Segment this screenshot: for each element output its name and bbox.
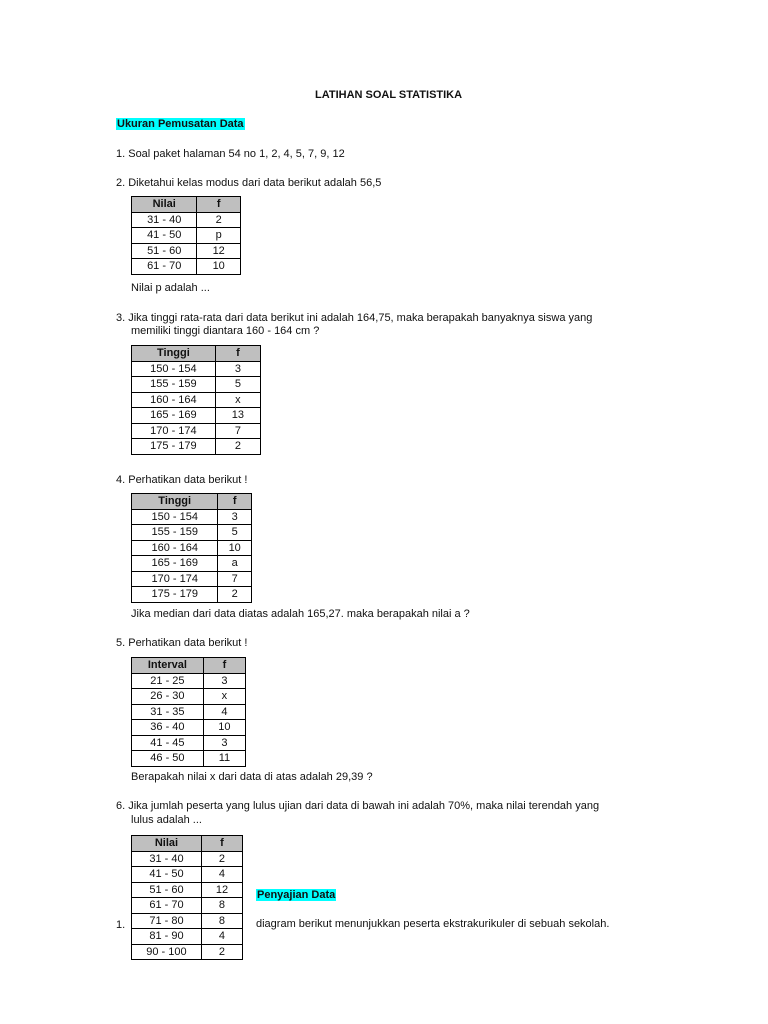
question-4-prompt: Jika median dari data diatas adalah 165,27. maka berapakah nilai a ? [131, 608, 470, 620]
table-header-row [132, 346, 261, 362]
question-1: 1. Soal paket halaman 54 no 1, 2, 4, 5, 7, 9, 12 [116, 148, 345, 160]
table-row [132, 851, 243, 867]
table-row [132, 882, 243, 898]
page-title: LATIHAN SOAL STATISTIKA [315, 89, 463, 101]
question-4: 4. Perhatikan data berikut ! [116, 474, 248, 486]
column-header: Nilai [132, 197, 197, 213]
table-row [132, 243, 241, 259]
table-cell: 155 - 159 [132, 377, 216, 393]
table-row [132, 689, 246, 705]
table-cell: p [197, 228, 241, 244]
table-row [132, 720, 246, 736]
table-cell: 90 - 100 [132, 944, 202, 960]
table-row [132, 673, 246, 689]
table-row [132, 556, 252, 572]
table-row [132, 212, 241, 228]
table-row [132, 439, 261, 455]
table-row [132, 571, 252, 587]
column-header: Nilai [132, 836, 202, 852]
column-header: f [203, 658, 245, 674]
table-cell: 160 - 164 [132, 540, 218, 556]
presentation-question-1: diagram berikut menunjukkan peserta ekstrakurikuler di sebuah sekolah. [256, 918, 610, 930]
presentation-question-number: 1. [116, 919, 126, 931]
table-cell: 5 [218, 525, 252, 541]
table-row [132, 751, 246, 767]
table-row [132, 392, 261, 408]
table-cell: 3 [218, 509, 252, 525]
table-cell: 31 - 35 [132, 704, 204, 720]
table-row [132, 259, 241, 275]
table-cell: 31 - 40 [132, 851, 202, 867]
table-cell: 51 - 60 [132, 243, 197, 259]
table-row [132, 423, 261, 439]
table-cell: 71 - 80 [132, 913, 202, 929]
table-q3 [131, 345, 261, 455]
table-q6 [131, 835, 243, 960]
table-cell: 3 [203, 735, 245, 751]
table-cell: 26 - 30 [132, 689, 204, 705]
table-cell: 4 [201, 867, 242, 883]
column-header: Tinggi [132, 494, 218, 510]
column-header: Tinggi [132, 346, 216, 362]
column-header: f [197, 197, 241, 213]
table-cell: 2 [201, 944, 242, 960]
question-2: 2. Diketahui kelas modus dari data berikut adalah 56,5 [116, 177, 382, 189]
table-cell: x [215, 392, 260, 408]
table-cell: 2 [218, 587, 252, 603]
table-cell: 165 - 169 [132, 556, 218, 572]
table-cell: 160 - 164 [132, 392, 216, 408]
table-cell: 81 - 90 [132, 929, 202, 945]
column-header: f [215, 346, 260, 362]
table-cell: 150 - 154 [132, 361, 216, 377]
table-cell: 2 [215, 439, 260, 455]
table-cell: 46 - 50 [132, 751, 204, 767]
question-2-prompt: Nilai p adalah ... [131, 282, 210, 294]
section-heading-data-presentation: Penyajian Data [257, 889, 336, 901]
table-cell: 170 - 174 [132, 571, 218, 587]
table-cell: 41 - 50 [132, 228, 197, 244]
table-row [132, 540, 252, 556]
table-row [132, 228, 241, 244]
table-row [132, 587, 252, 603]
table-cell: 7 [218, 571, 252, 587]
table-cell: 8 [201, 898, 242, 914]
question-3-line2: memiliki tinggi diantara 160 - 164 cm ? [131, 325, 320, 337]
table-cell: 36 - 40 [132, 720, 204, 736]
table-cell: 61 - 70 [132, 259, 197, 275]
table-q5 [131, 657, 246, 767]
table-row [132, 704, 246, 720]
question-5: 5. Perhatikan data berikut ! [116, 637, 248, 649]
table-cell: 10 [218, 540, 252, 556]
table-cell: 175 - 179 [132, 587, 218, 603]
table-cell: 170 - 174 [132, 423, 216, 439]
table-cell: 61 - 70 [132, 898, 202, 914]
table-header-row [132, 658, 246, 674]
table-cell: 7 [215, 423, 260, 439]
table-cell: 2 [197, 212, 241, 228]
table-cell: 155 - 159 [132, 525, 218, 541]
table-cell: 10 [197, 259, 241, 275]
table-row [132, 867, 243, 883]
question-6-line1: 6. Jika jumlah peserta yang lulus ujian dari data di bawah ini adalah 70%, maka nilai terendah yang [116, 800, 600, 812]
column-header: f [201, 836, 242, 852]
table-header-row [132, 836, 243, 852]
table-cell: 13 [215, 408, 260, 424]
table-cell: 3 [203, 673, 245, 689]
question-5-prompt: Berapakah nilai x dari data di atas adalah 29,39 ? [131, 771, 373, 783]
table-cell: 51 - 60 [132, 882, 202, 898]
table-cell: 8 [201, 913, 242, 929]
table-row [132, 735, 246, 751]
table-row [132, 929, 243, 945]
table-row [132, 525, 252, 541]
table-cell: 5 [215, 377, 260, 393]
section-heading-central-tendency: Ukuran Pemusatan Data [117, 118, 244, 130]
table-cell: 3 [215, 361, 260, 377]
table-cell: 12 [201, 882, 242, 898]
table-cell: x [203, 689, 245, 705]
column-header: f [218, 494, 252, 510]
table-header-row [132, 197, 241, 213]
column-header: Interval [132, 658, 204, 674]
table-q2 [131, 196, 241, 275]
table-cell: 12 [197, 243, 241, 259]
table-row [132, 898, 243, 914]
table-cell: 4 [203, 704, 245, 720]
table-cell: 10 [203, 720, 245, 736]
table-cell: 175 - 179 [132, 439, 216, 455]
table-cell: 2 [201, 851, 242, 867]
table-cell: 150 - 154 [132, 509, 218, 525]
table-header-row [132, 494, 252, 510]
table-row [132, 509, 252, 525]
table-cell: 31 - 40 [132, 212, 197, 228]
table-cell: 4 [201, 929, 242, 945]
table-cell: 165 - 169 [132, 408, 216, 424]
table-cell: 41 - 45 [132, 735, 204, 751]
question-3-line1: 3. Jika tinggi rata-rata dari data berikut ini adalah 164,75, maka berapakah banyaknya siswa yang [116, 312, 593, 324]
table-row [132, 377, 261, 393]
table-row [132, 361, 261, 377]
table-row [132, 408, 261, 424]
table-row [132, 944, 243, 960]
question-6-line2: lulus adalah ... [131, 814, 202, 826]
table-row [132, 913, 243, 929]
table-cell: 11 [203, 751, 245, 767]
table-q4 [131, 493, 252, 603]
table-cell: 21 - 25 [132, 673, 204, 689]
table-cell: 41 - 50 [132, 867, 202, 883]
table-cell: a [218, 556, 252, 572]
